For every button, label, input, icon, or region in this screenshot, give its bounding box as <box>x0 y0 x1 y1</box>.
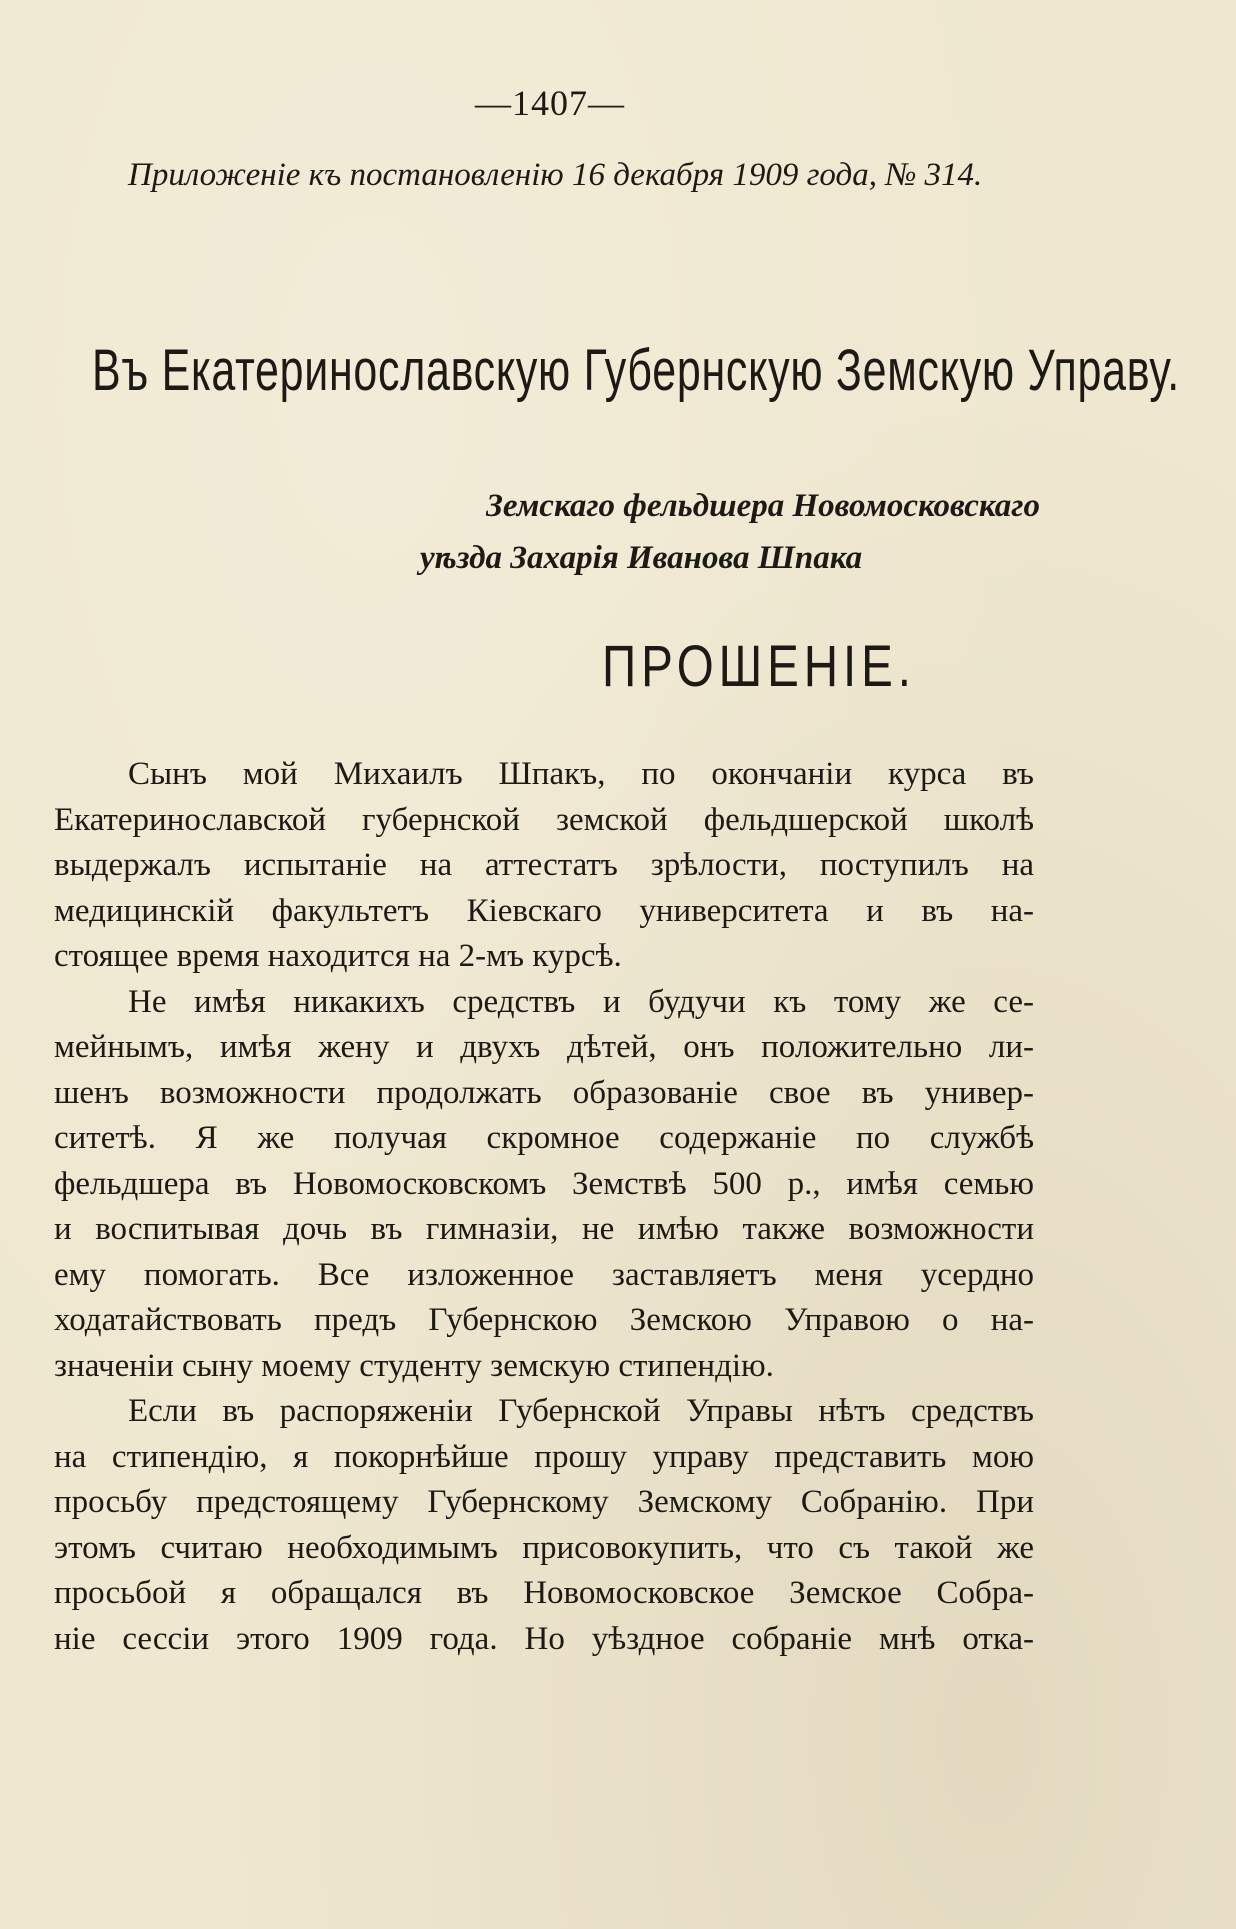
paragraph-3 <box>54 1389 1034 1662</box>
text-line: Не имѣя никакихъ средствъ и будучи къ тому же се- <box>128 983 1034 1020</box>
text-line: Сынъ мой Михаилъ Шпакъ, по окончанiи курса въ <box>128 756 1034 792</box>
text-line: ходатайствовать предъ Губернскою Земскою Управою о на- <box>54 1302 1034 1338</box>
page-number: —1407— <box>475 83 625 123</box>
text-line: мейнымъ, имѣя жену и двухъ дѣтей, онъ положительно ли- <box>54 1029 1034 1065</box>
paragraph-1 <box>54 752 1034 980</box>
document-title: ПРОШЕНIЕ. <box>602 634 916 699</box>
text-line: Екатеринославской губернской земской фельдшерской школѣ <box>54 801 1034 838</box>
text-line: выдержалъ испытанie на аттестатъ зрѣлости, поступилъ на <box>54 847 1034 883</box>
paragraph-2 <box>54 980 1034 1390</box>
sender-line-1: Земскаго фельдшера Новомосковскаго <box>486 488 1040 524</box>
text-line: ему помогать. Все изложенное заставляетъ меня усердно <box>54 1256 1034 1293</box>
appendix-note: Приложенie къ постановленiю 16 декабря 1909 года, № 314. <box>128 157 983 193</box>
addressee-heading: Въ Екатеринославскую Губернскую Земскую Управу. <box>92 338 1180 403</box>
body-text <box>54 752 1034 1662</box>
text-line: ситетѣ. Я же получая скромное содержанie по службѣ <box>54 1120 1034 1156</box>
text-line: на стипендiю, я покорнѣйше прошу управу представить мою <box>54 1438 1034 1475</box>
text-line: фельдшера въ Новомосковскомъ Земствѣ 500 р., имѣя семью <box>54 1165 1034 1202</box>
sender-block <box>400 480 1040 584</box>
text-line: этомъ считаю необходимымъ присовокупить, что съ такой же <box>54 1529 1034 1566</box>
text-line: медицинскiй факультетъ Кiевскаго университета и въ на- <box>54 892 1034 929</box>
text-line: стоящее время находится на 2-мъ курсѣ. <box>54 938 622 974</box>
text-line: просьбой я обращался въ Новомосковское Земское Собра- <box>54 1575 1034 1611</box>
sender-line-2: уѣзда Захарiя Иванова Шпака <box>420 540 863 576</box>
text-line: Если въ распоряженiи Губернской Управы нѣтъ средствъ <box>128 1393 1034 1429</box>
text-line: и воспитывая дочь въ гимназiи, не имѣю также возможности <box>54 1211 1034 1247</box>
text-line: шенъ возможности продолжать образованie свое въ универ- <box>54 1074 1034 1111</box>
text-line: значенiи сыну моему студенту земскую стипендiю. <box>54 1347 774 1384</box>
text-line: просьбу предстоящему Губернскому Земскому Собранiю. При <box>54 1484 1034 1520</box>
text-line: нiе сессiи этого 1909 года. Но уѣздное собранiе мнѣ отка- <box>54 1620 1034 1657</box>
